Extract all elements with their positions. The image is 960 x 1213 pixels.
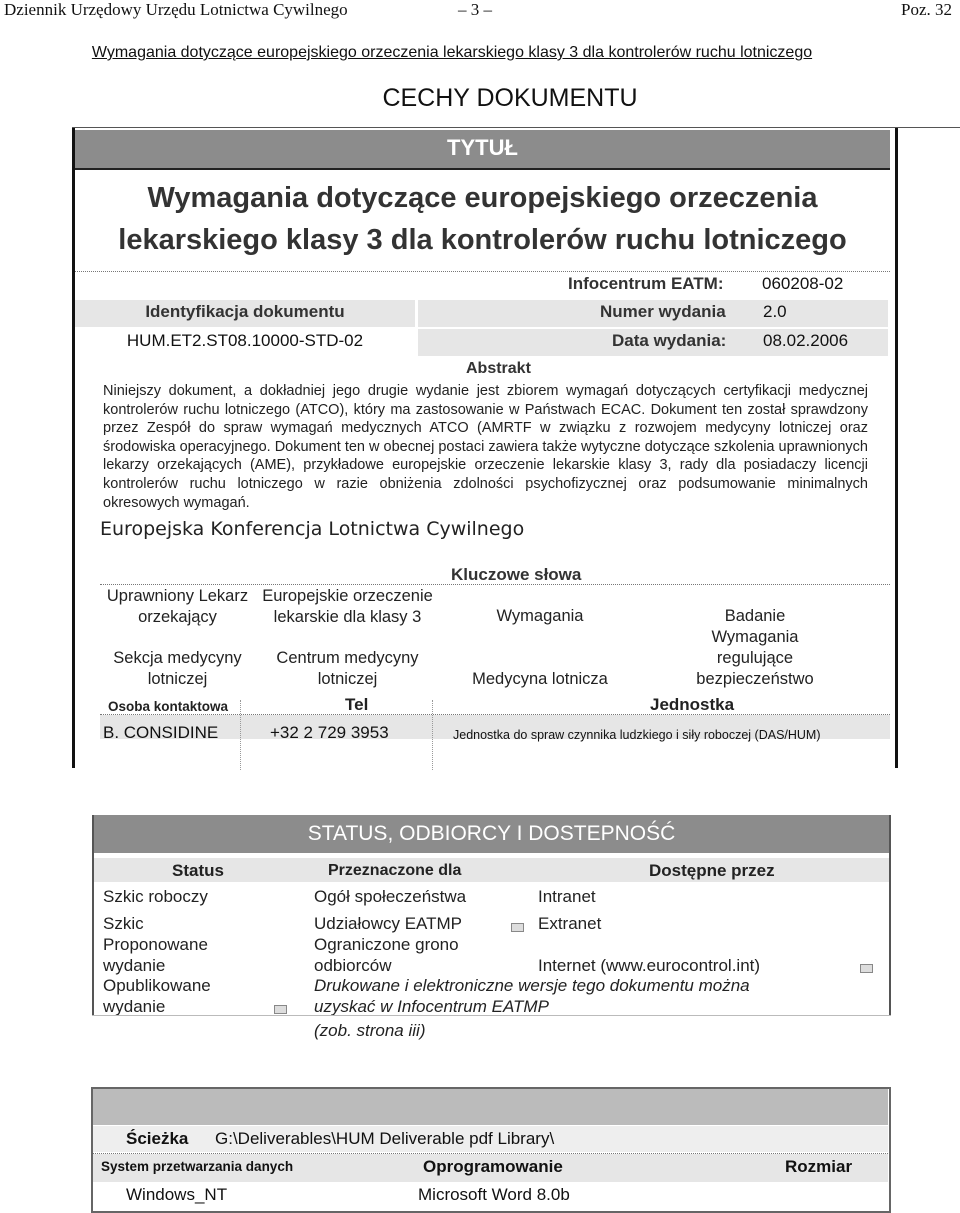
journal-title: Dziennik Urzędowy Urzędu Lotnictwa Cywilnego <box>4 0 348 19</box>
availability-note: Drukowane i elektroniczne wersje tego dokumentu można uzyskać w Infocentrum EATMP <box>314 976 750 1016</box>
document-subtitle: Wymagania dotyczące europejskiego orzeczenia lekarskiego klasy 3 dla kontrolerów ruchu lotniczego <box>91 44 813 61</box>
audience-checkbox[interactable] <box>511 923 524 932</box>
file-info-bar <box>93 1089 888 1125</box>
status-item: Proponowane wydanie <box>103 935 208 975</box>
contact-divider <box>100 714 890 715</box>
phone-label: Tel <box>345 695 369 714</box>
contact-person-label: Osoba kontaktowa <box>108 699 229 714</box>
phone-value: +32 2 729 3953 <box>270 723 389 742</box>
contact-person-value: B. CONSIDINE <box>103 723 219 742</box>
keyword-item: Badanie <box>724 607 786 625</box>
organisation-name: Europejska Konferencja Lotnictwa Cywilnego <box>100 518 525 540</box>
keywords-label: Kluczowe słowa <box>451 565 582 584</box>
system-divider <box>93 1153 888 1154</box>
identification-label: Identyfikacja dokumentu <box>145 302 345 321</box>
status-column-header: Status <box>172 861 224 880</box>
availability-item: Internet (www.eurocontrol.int) <box>538 956 761 975</box>
system-value: Windows_NT <box>126 1185 228 1204</box>
keyword-item: Wymagania <box>496 607 584 625</box>
document-code: HUM.ET2.ST08.10000-STD-02 <box>126 331 364 350</box>
document-title-line2: lekarskiego klasy 3 dla kontrolerów ruchu lotniczego <box>118 224 847 256</box>
document-title-line1: Wymagania dotyczące europejskiego orzeczenia <box>147 182 818 214</box>
box-border <box>92 815 94 1015</box>
availability-note-ref: (zob. strona iii) <box>314 1021 426 1040</box>
availability-column-header: Dostępne przez <box>649 861 775 880</box>
keyword-item: Sekcja medycyny lotniczej <box>113 649 242 688</box>
audience-item: Udziałowcy EATMP <box>314 914 462 933</box>
title-bar <box>75 130 890 170</box>
abstract-label: Abstrakt <box>466 360 531 377</box>
path-label: Ścieżka <box>126 1129 189 1148</box>
keyword-item: Medycyna lotnicza <box>472 670 608 688</box>
availability-item: Extranet <box>538 914 602 933</box>
section-heading: CECHY DOKUMENTU <box>382 84 638 112</box>
date-value: 08.02.2006 <box>763 331 849 350</box>
edition-value: 2.0 <box>763 302 787 321</box>
size-label: Rozmiar <box>785 1157 853 1176</box>
audience-item: Ogół społeczeństwa <box>314 887 467 906</box>
keyword-item: Europejskie orzeczenie lekarskie dla klasy 3 <box>262 587 433 626</box>
date-label: Data wydania: <box>612 331 727 350</box>
status-item: Opublikowane wydanie <box>103 976 211 1016</box>
column-separator <box>240 700 241 770</box>
edition-label: Numer wydania <box>600 302 726 321</box>
abstract-text: Niniejszy dokument, a dokładniej jego drugie wydanie jest zbiorem wymagań dotyczących certyfikacji medycznej kontrolerów ruchu lotniczego (ATCO), który ma zastosowanie w Państwach ECAC. Dokument ten został sprawdzony przez Zespół do spraw wymagań medycznych ATCO (AMRTF w związku z rozwojem medycyny lotniczej oraz środowiska operacyjnego. Dokument ten w obecnej postaci zawiera także wytyczne dotyczące szkolenia uprawnionych lekarzy orzekających (AME), przykładowe europejskie orzeczenie lekarskie klasy 3, rady dla posiadaczy licencji kontrolerów ruchu lotniczego w razie obniżenia zdolności psychofizycznej oraz podsumowanie minimalnych okresowych wymagań. <box>103 383 868 511</box>
unit-label: Jednostka <box>650 695 735 714</box>
status-bar-label: STATUS, ODBIORCY I DOSTEPNOŚĆ <box>307 822 676 845</box>
keywords-divider <box>100 584 890 585</box>
infocenter-value: 060208-02 <box>762 274 844 293</box>
keyword-item: Uprawniony Lekarz orzekający <box>106 587 249 626</box>
box-bottom-line <box>92 1015 891 1016</box>
infocenter-label: Infocentrum EATM: <box>568 274 724 293</box>
page-number: – 3 – <box>458 0 492 19</box>
software-label: Oprogramowanie <box>423 1157 563 1176</box>
unit-value: Jednostka do spraw czynnika ludzkiego i siły roboczej (DAS/HUM) <box>453 728 821 742</box>
status-bar <box>92 815 891 853</box>
system-label: System przetwarzania danych <box>101 1159 294 1174</box>
status-item: Szkic <box>103 914 144 933</box>
availability-item: Intranet <box>538 887 596 906</box>
software-value: Microsoft Word 8.0b <box>418 1185 570 1204</box>
audience-item: Ograniczone grono odbiorców <box>314 935 459 975</box>
keyword-item: Centrum medycyny lotniczej <box>276 649 419 688</box>
column-separator <box>432 700 433 770</box>
title-bar-label: TYTUŁ <box>447 135 518 160</box>
keyword-item: Wymagania regulujące bezpieczeństwo <box>696 628 814 688</box>
box-border <box>889 815 891 1015</box>
status-checkbox[interactable] <box>274 1005 287 1014</box>
position-number: Poz. 32 <box>901 0 952 19</box>
status-item: Szkic roboczy <box>103 887 208 906</box>
path-value: G:\Deliverables\HUM Deliverable pdf Library\ <box>215 1129 555 1148</box>
availability-checkbox[interactable] <box>860 964 873 973</box>
audience-column-header: Przeznaczone dla <box>328 862 462 879</box>
